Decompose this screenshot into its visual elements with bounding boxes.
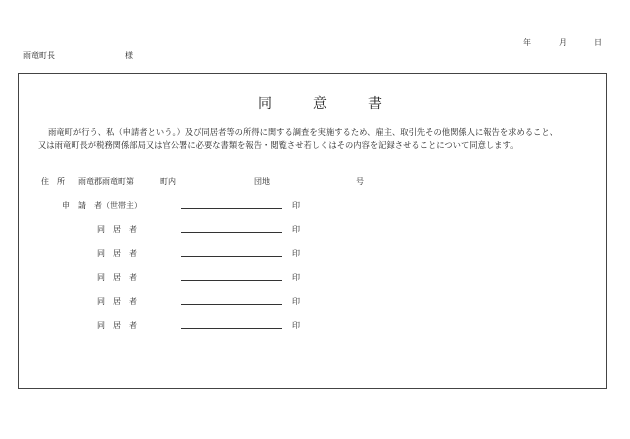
signature-line[interactable] (181, 328, 282, 329)
signer-role: 同 居 者 (97, 297, 137, 306)
signature-line[interactable] (181, 304, 282, 305)
year-label: 年 (523, 38, 531, 47)
addressee: 雨竜町長 (23, 51, 55, 60)
signer-role: 同 居 者 (97, 273, 137, 282)
address-district-label: 町内 (160, 177, 176, 186)
honorific: 様 (125, 51, 133, 60)
title-char-2: 意 (313, 96, 327, 112)
signature-line[interactable] (181, 208, 282, 209)
consent-text-line-2: 又は雨竜町長が税務関係部局又は官公署に必要な書類を報告・閲覧させ若しくはその内容を記録させることについて同意します。 (38, 140, 519, 150)
address-label: 住 所 (41, 177, 65, 186)
signer-role: 申 請 者（世帯主） (62, 201, 142, 210)
signature-line[interactable] (181, 232, 282, 233)
seal-mark: 印 (292, 321, 300, 330)
title-char-1: 同 (258, 96, 272, 112)
title-char-3: 書 (368, 96, 382, 112)
seal-mark: 印 (292, 297, 300, 306)
address-complex-label: 団地 (254, 177, 270, 186)
seal-mark: 印 (292, 273, 300, 282)
signer-role: 同 居 者 (97, 321, 137, 330)
day-label: 日 (594, 38, 602, 47)
seal-mark: 印 (292, 225, 300, 234)
signature-line[interactable] (181, 280, 282, 281)
signature-line[interactable] (181, 256, 282, 257)
month-label: 月 (559, 38, 567, 47)
consent-text-line-1: 雨竜町が行う、私（申請者という。）及び同居者等の所得に関する調査を実施するため、雇主、取引先その他関係人に報告を求めること、 (48, 127, 558, 137)
address-number-label: 号 (356, 177, 364, 186)
address-town: 雨竜郡雨竜町第 (78, 177, 134, 186)
seal-mark: 印 (292, 249, 300, 258)
seal-mark: 印 (292, 201, 300, 210)
signer-role: 同 居 者 (97, 225, 137, 234)
signer-role: 同 居 者 (97, 249, 137, 258)
